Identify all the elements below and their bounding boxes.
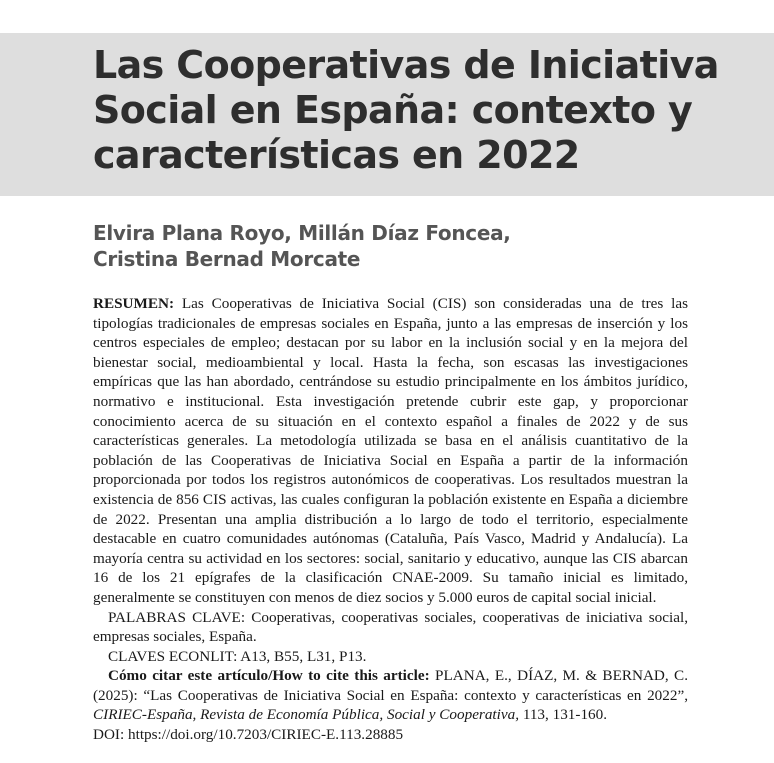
author-list [93,220,713,272]
citation [93,666,688,725]
article-title: Las Cooperativas de Iniciativa Social en España: contexto y características en 2022 [93,43,719,177]
abstract-section [93,294,688,745]
abstract-paragraph [93,294,688,608]
citation-authors: PLANA, E., DÍAZ, M. & BERNAD, C. (2025): “Las Cooperativas de Iniciativa Social en España: contexto y características en 2022”, [93,667,688,704]
econlit-codes: CLAVES ECONLIT: A13, B55, L31, P13. [108,647,367,665]
citation-journal: CIRIEC-España, Revista de Economía Pública, Social y Cooperativa, [93,706,520,724]
citation-label: Cómo citar este artículo/How to cite this article: [108,667,430,685]
citation-pages: 113, 131-160. [519,706,608,724]
abstract-label: RESUMEN: [93,295,175,312]
authors-line-2: Cristina Bernad Morcate [93,247,361,271]
authors-line-1: Elvira Plana Royo, Millán Díaz Foncea, [93,221,511,245]
abstract-text: Las Cooperativas de Iniciativa Social (CIS) son consideradas una de tres las tipologías tradicionales de empresas sociales en España, junto a las empresas de inserción y los centros especiales de empleo; destacan por su labor en la inclusión social y en la mejora del bienestar social, medioambiental y local. Hasta la fecha, son escasas las investigaciones empíricas que las han abordado, centrándose su estudio principalmente en los ámbitos jurídico, normativo e institucional. Esta investigación pretende cubrir este gap, y proporcionar conocimiento acerca de su situación en el contexto español a finales de 2022 y de sus características generales. La metodología utilizada se basa en el análisis cuantitativo de la población de las Cooperativas de Iniciativa Social en España a partir de la información proporcionada por todos los registros autonómicos de cooperativas. Los resultados muestran la existencia de 856 CIS activas, las cuales configuran la población existente en España a diciembre de 2022. Presentan una amplia distribución a lo largo de todo el territorio, especialmente destacable en cuatro comunidades autónomas (Cataluña, País Vasco, Madrid y Andalucía). La mayoría centra su actividad en los sectores: social, sanitario y educativo, aunque las CIS abarcan 16 de los 21 epígrafes de la clasificación CNAE-2009. Su tamaño inicial es limitado, generalmente se constituyen con menos de diez socios y 5.000 euros de capital social inicial. [93,295,688,606]
keywords: PALABRAS CLAVE: Cooperativas, cooperativas sociales, cooperativas de iniciativa social, empresas sociales, España. [93,608,688,646]
doi-link[interactable]: DOI: https://doi.org/10.7203/CIRIEC-E.113.28885 [93,726,404,744]
